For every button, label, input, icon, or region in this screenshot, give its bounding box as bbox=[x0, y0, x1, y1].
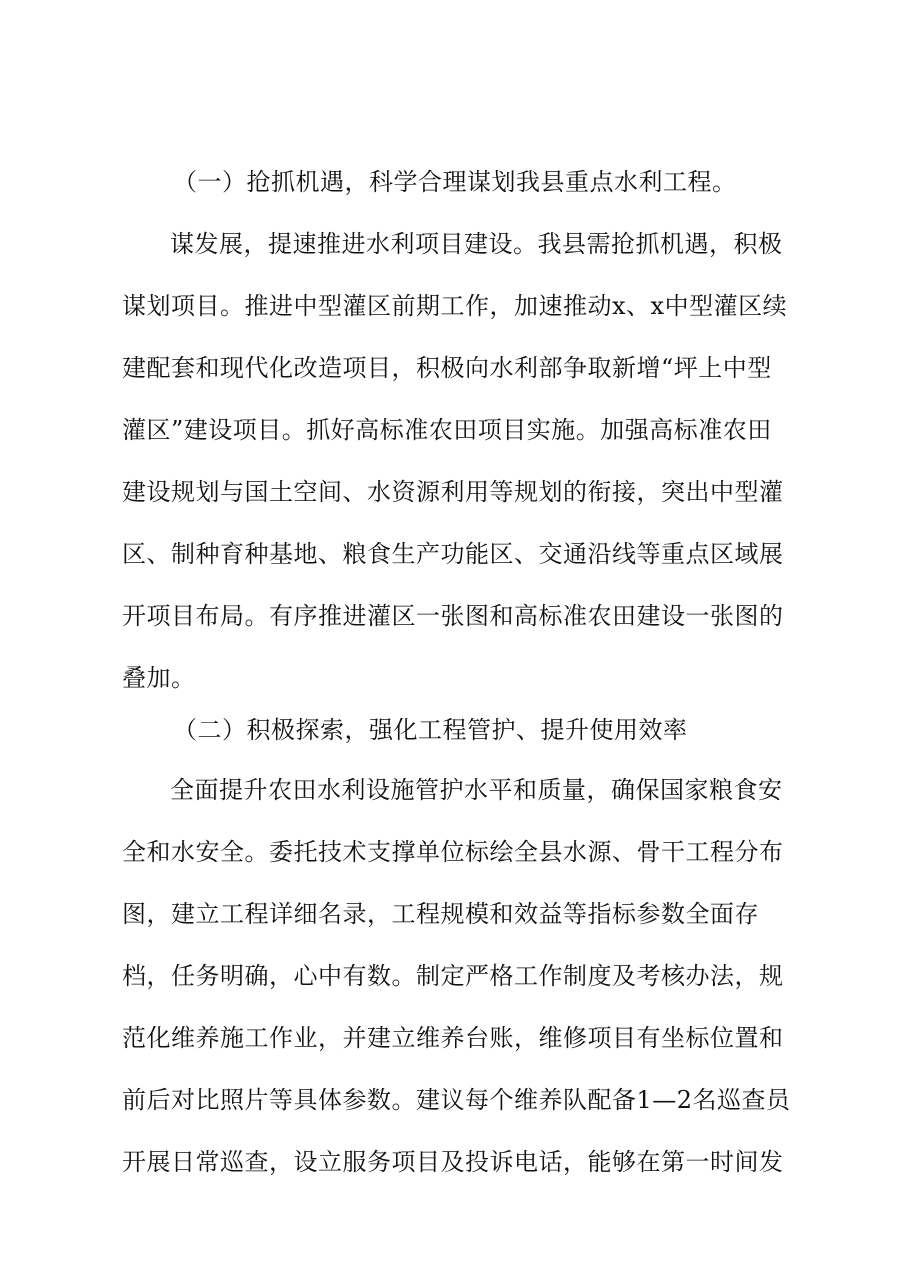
section-heading: （一）抢抓机遇，科学合理谋划我县重点水利工程。 bbox=[173, 168, 737, 196]
paragraph-line: 谋划项目。推进中型灌区前期工作，加速推动x、x中型灌区续 bbox=[122, 292, 788, 320]
paragraph-line: 谋发展，提速推进水利项目建设。我县需抢抓机遇，积极 bbox=[170, 230, 783, 258]
section-heading: （二）积极探索，强化工程管护、提升使用效率 bbox=[173, 716, 688, 744]
paragraph-line: 档，任务明确，心中有数。制定严格工作制度及考核办法，规 bbox=[122, 962, 784, 990]
paragraph-line: 全面提升农田水利设施管护水平和质量，确保国家粮食安 bbox=[170, 776, 783, 804]
paragraph-line: 建设规划与国土空间、水资源利用等规划的衔接，突出中型灌 bbox=[122, 478, 784, 506]
paragraph-line: 叠加。 bbox=[122, 664, 196, 692]
paragraph-line: 开展日常巡查，设立服务项目及投诉电话，能够在第一时间发 bbox=[122, 1148, 784, 1176]
paragraph-line: 全和水安全。委托技术支撑单位标绘全县水源、骨干工程分布 bbox=[122, 838, 784, 866]
paragraph-line: 灌区”建设项目。抓好高标准农田项目实施。加强高标准农田 bbox=[122, 416, 772, 444]
paragraph-line: 前后对比照片等具体参数。建议每个维养队配备1—2名巡查员 bbox=[122, 1086, 791, 1114]
paragraph-line: 开项目布局。有序推进灌区一张图和高标准农田建设一张图的 bbox=[122, 602, 784, 630]
paragraph-line: 范化维养施工作业，并建立维养台账，维修项目有坐标位置和 bbox=[122, 1024, 784, 1052]
paragraph-line: 区、制种育种基地、粮食生产功能区、交通沿线等重点区域展 bbox=[122, 540, 784, 568]
paragraph-line: 建配套和现代化改造项目，积极向水利部争取新增“坪上中型 bbox=[122, 354, 772, 382]
paragraph-line: 图，建立工程详细名录，工程规模和效益等指标参数全面存 bbox=[122, 900, 759, 928]
